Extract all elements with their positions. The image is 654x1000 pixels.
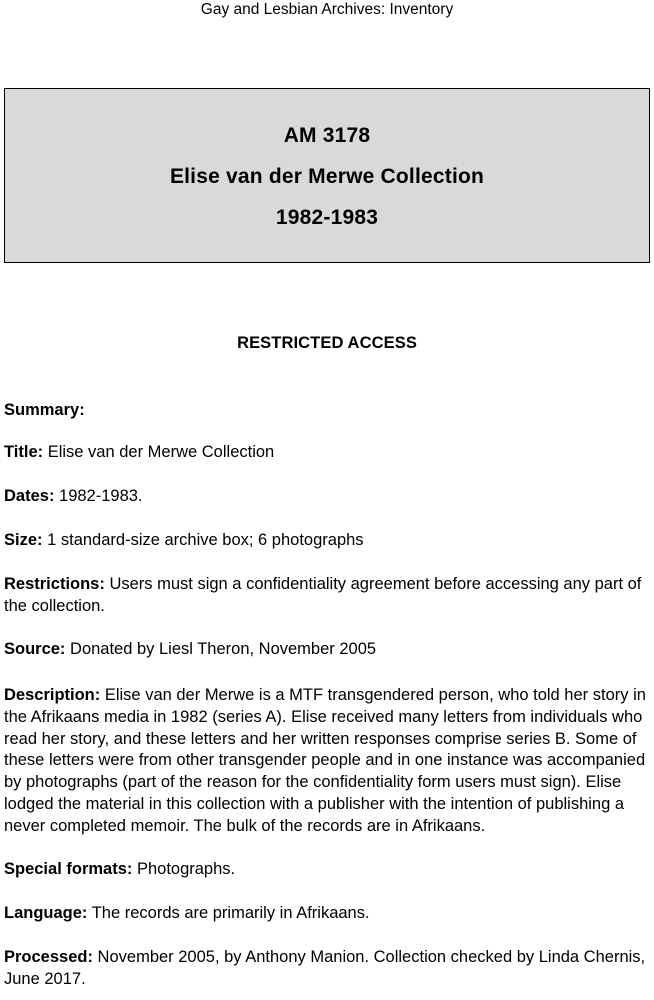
field-label: Title: xyxy=(4,443,44,462)
field-label: Size: xyxy=(4,531,43,550)
access-notice: RESTRICTED ACCESS xyxy=(237,334,417,353)
field-label: Language: xyxy=(4,904,88,923)
field-title xyxy=(4,442,650,464)
collection-title: Elise van der Merwe Collection xyxy=(169,164,485,188)
field-label: Source: xyxy=(4,640,66,659)
field-description xyxy=(4,685,650,837)
field-value: 1982-1983. xyxy=(54,487,143,506)
field-value: November 2005, by Anthony Manion. Collection checked by Linda Chernis, June 2017. xyxy=(4,947,646,988)
field-source xyxy=(4,639,650,661)
field-language xyxy=(4,903,650,925)
field-processed xyxy=(4,947,650,991)
collection-reference: AM 3178 xyxy=(283,123,371,147)
field-value: Elise van der Merwe is a MTF transgendered person, who told her story in the Afrikaans media in 1982 (series A). Elise received many letters from individuals who read her story, and these letters and her written responses comprise series B. Some of these letters were from other transgender people and in one instance was accompanied by photographs (part of the reason for the confidentiality form users must sign). Elise lodged the material in this collection with a publisher with the intention of publishing a never completed memoir. The bulk of the records are in Afrikaans. xyxy=(4,686,646,835)
field-value: Elise van der Merwe Collection xyxy=(43,443,275,462)
collection-dates: 1982-1983 xyxy=(275,206,379,230)
field-value: 1 standard-size archive box; 6 photographs xyxy=(42,531,364,550)
field-dates xyxy=(4,486,650,508)
field-value: Photographs. xyxy=(132,860,236,879)
running-head: Gay and Lesbian Archives: Inventory xyxy=(200,1,454,18)
field-value: The records are primarily in Afrikaans. xyxy=(87,904,370,923)
field-label: Restrictions: xyxy=(4,574,105,593)
field-special-formats xyxy=(4,859,650,881)
field-value: Donated by Liesl Theron, November 2005 xyxy=(65,640,377,659)
summary-heading: Summary: xyxy=(4,401,85,420)
field-value: Users must sign a confidentiality agreement before accessing any part of the collection. xyxy=(4,574,642,615)
field-label: Description: xyxy=(4,686,101,705)
field-size xyxy=(4,530,650,552)
field-restrictions xyxy=(4,574,650,618)
field-label: Dates: xyxy=(4,487,55,506)
field-label: Special formats: xyxy=(4,860,133,879)
field-label: Processed: xyxy=(4,947,93,966)
title-block xyxy=(4,88,650,264)
